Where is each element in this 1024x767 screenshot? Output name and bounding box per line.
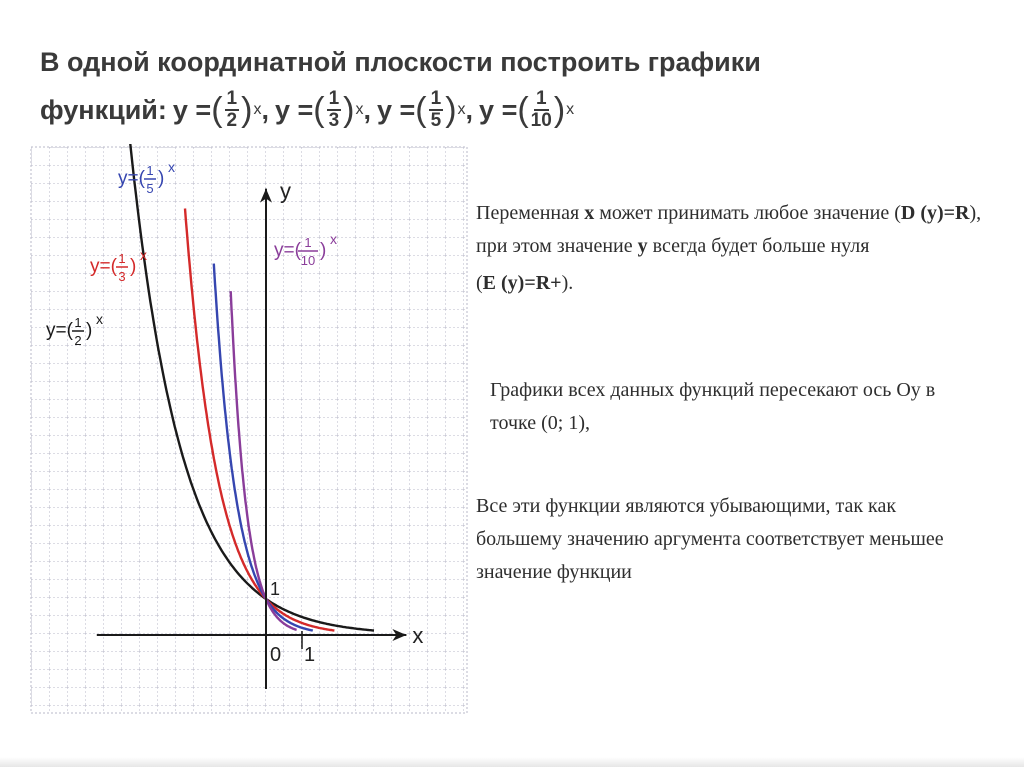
p1-text-b: может принимать любое значение ( [594,202,901,224]
title-line2 [40,88,1000,132]
p1-text-d: всегда будет больше нуля [647,235,870,257]
legend-label-den: 10 [300,253,316,268]
title-fn-numerator: 1 [328,88,340,109]
legend-label-num: 1 [74,315,82,330]
title-prefix: функций: [40,95,167,125]
title-function-1 [173,88,269,132]
legend-label-den: 2 [74,333,82,348]
title-fn-paren-open: ( [211,91,223,129]
y-axis-label: y [280,178,291,204]
title-fn-separator: , [261,95,269,125]
title-fn-paren-close: ) [343,91,355,129]
origin-label: 0 [270,644,282,666]
legend-label-exp: x [140,247,147,263]
title-fn-fraction [327,89,342,131]
title-fn-fraction [531,89,552,131]
title-fn-denominator: 10 [530,110,552,131]
paragraph-domain-range [476,197,996,300]
legend-label-prefix: y=( [46,320,73,341]
title-fn-paren-close: ) [445,91,457,129]
slide-title [40,40,1000,132]
exponential-chart [28,144,472,716]
paragraph-decreasing: Все эти функции являются убывающими, так как большему значению аргумента соответствует меньшее значение функции [476,495,944,583]
title-line1: В одной координатной плоскости построить графики [40,47,761,77]
title-fn-exponent: x [253,101,262,118]
p1-open-paren: ( [476,272,483,294]
title-fn-numerator: 1 [535,88,547,109]
legend-label-den: 3 [118,269,126,284]
p1-var-x: x [584,202,595,224]
slide-bottom-edge [0,757,1024,767]
title-fn-separator: , [465,95,474,125]
legend-label-prefix: y=( [274,240,301,261]
legend-label-suffix: ) [320,240,327,261]
title-fn-exponent: x [355,101,364,118]
title-fn-exponent: x [457,101,466,118]
p1-range-line [476,267,996,300]
title-fn-paren-open: ( [517,91,529,129]
title-fn-lhs: y = [172,95,212,125]
legend-label-num: 1 [304,235,312,250]
paragraph-intersection: Графики всех данных функций пересекают ось Oy в точке (0; 1), [490,379,936,434]
title-fn-numerator: 1 [226,88,238,109]
legend-label-num: 1 [146,163,154,178]
legend-label-num: 1 [118,251,126,266]
y-tick-label-1: 1 [270,579,281,599]
title-fn-denominator: 5 [430,110,442,131]
title-fn-paren-close: ) [553,91,566,129]
legend-label-exp: x [330,231,337,247]
p1-var-y: y [637,235,648,257]
x-axis-label: x [412,623,424,648]
title-fn-exponent: x [566,101,575,118]
chart-grid [31,147,467,713]
title-fn-lhs: y = [274,95,314,125]
title-fn-denominator: 3 [328,110,340,131]
title-function-list [173,88,580,132]
x-tick-label-1: 1 [304,644,316,666]
p1-text-a: Переменная [476,202,585,224]
legend-label-suffix: ) [86,320,93,341]
legend-label-exp: x [96,311,103,327]
p1-range: E (y)=R+ [482,272,562,294]
p1-domain: D (y)=R [900,202,970,224]
title-fn-paren-open: ( [415,91,427,129]
title-fn-separator: , [363,95,371,125]
title-fn-fraction [429,89,444,131]
title-fn-numerator: 1 [430,88,442,109]
title-fn-paren-open: ( [313,91,325,129]
legend-label-prefix: y=( [118,168,145,189]
title-function-2 [275,88,371,132]
title-function-3 [377,88,473,132]
p1-text-c: ), при этом значение [476,202,982,257]
title-fn-denominator: 2 [226,110,238,131]
legend-label-suffix: ) [130,256,137,277]
legend-label-exp: x [168,159,175,175]
title-fn-fraction [225,89,240,131]
p1-close-paren: ). [561,272,574,294]
legend-label-prefix: y=( [90,256,117,277]
legend-label-den: 5 [146,181,154,196]
title-fn-paren-close: ) [241,91,253,129]
title-fn-lhs: y = [377,95,416,125]
title-function-4 [479,88,574,132]
legend-label-suffix: ) [158,168,165,189]
title-fn-lhs: y = [479,95,518,125]
